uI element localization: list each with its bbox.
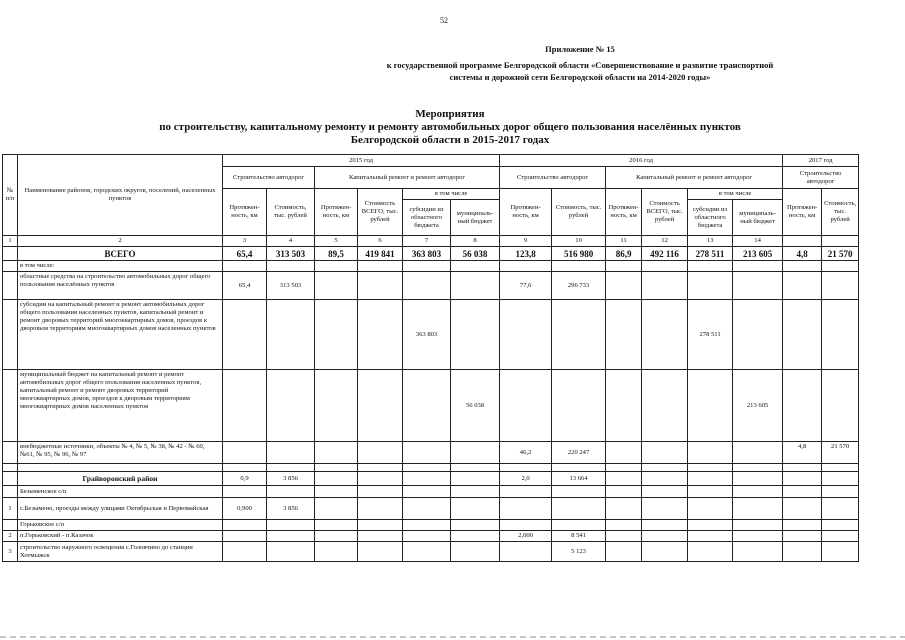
cell-value: 313 503 [267, 272, 315, 300]
total-value: 86,9 [606, 247, 642, 261]
row-label: п.Горьковский - п.Казачок [18, 531, 223, 542]
cell-value: 0,900 [223, 498, 267, 520]
col-number: 3 [223, 236, 267, 247]
table-row-empty [3, 464, 859, 472]
col-number: 13 [688, 236, 733, 247]
header-subsidy: субсидии из областного бюджета [688, 200, 733, 236]
total-label: ВСЕГО [18, 247, 223, 261]
total-value: 213 605 [733, 247, 783, 261]
cell-value: 5 123 [552, 542, 606, 562]
cell-value: 4,8 [783, 442, 822, 464]
row-number: 2 [3, 531, 18, 542]
settlement-label: Горьковское с/п [18, 520, 223, 531]
table-row-settlement [3, 520, 859, 531]
header-2016: 2016 год [500, 155, 783, 167]
header-subsidy: субсидии из областного бюджета [403, 200, 451, 236]
table-row-extra [3, 442, 859, 464]
doc-subtitle-region: Белгородской области в 2015-2017 годах [350, 134, 550, 146]
cell-value: 0,9 [223, 472, 267, 486]
doc-subtitle: по строительству, капитальному ремонту и ремонту автомобильных дорог общего пользования населённых пунктов [159, 121, 741, 133]
table-row-incl [3, 261, 859, 272]
row-label: с.Безымено, проезды между улицами Октябрьская и Первомайская [18, 498, 223, 520]
page-number: 52 [440, 16, 448, 25]
header-length: Протяжен-ность, км [223, 189, 267, 236]
cell-value: 278 511 [688, 300, 733, 370]
cell-value: 296 733 [552, 272, 606, 300]
row-number: 1 [3, 498, 18, 520]
cell-value: 2,0 [500, 472, 552, 486]
header-capital-2016: Капитальный ремонт и ремонт автодорог [606, 167, 783, 189]
total-value: 123,8 [500, 247, 552, 261]
appendix-number: Приложение № 15 [545, 44, 615, 54]
row-label: в том числе: [18, 261, 223, 272]
total-value: 4,8 [783, 247, 822, 261]
page-edge-artifact [0, 636, 905, 638]
row-label: внебюджетные источники, объекты № 4, № 5, № 38, № 42 - № 60, №61, № 95, № 96, № 97 [18, 442, 223, 464]
total-value: 363 803 [403, 247, 451, 261]
header-2017: 2017 год [783, 155, 859, 167]
cell-value: 220 247 [552, 442, 606, 464]
col-number [783, 236, 822, 247]
col-number: 5 [315, 236, 358, 247]
header-municipal: муниципаль-ный бюджет [733, 200, 783, 236]
col-number [822, 236, 859, 247]
total-value: 313 503 [267, 247, 315, 261]
header-length: Протяжен-ность, км [783, 189, 822, 236]
cell-value: 46,2 [500, 442, 552, 464]
table-row-district [3, 472, 859, 486]
header-incl: в том числе [403, 189, 500, 200]
table-row-item [3, 542, 859, 562]
col-number: 8 [451, 236, 500, 247]
header-cost-total: Стоимость ВСЕГО, тыс. рублей [642, 189, 688, 236]
header-length: Протяжен-ность, км [315, 189, 358, 236]
cell-value: 8 541 [552, 531, 606, 542]
header-construction-2016: Строительство автодорог [500, 167, 606, 189]
total-value: 516 980 [552, 247, 606, 261]
header-cost: Стоимость, тыс. рублей [822, 189, 859, 236]
cell-value: 56 038 [451, 370, 500, 442]
col-number: 10 [552, 236, 606, 247]
table-row-item [3, 531, 859, 542]
cell-value: 21 570 [822, 442, 859, 464]
table-row-settlement [3, 486, 859, 498]
cell-value: 13 664 [552, 472, 606, 486]
row-number: 3 [3, 542, 18, 562]
total-value: 21 570 [822, 247, 859, 261]
cell-value: 3 856 [267, 472, 315, 486]
col-number: 11 [606, 236, 642, 247]
cell-value: 363 803 [403, 300, 451, 370]
row-label: строительство наружного освещения с.Головчино до станции Хотмыжск [18, 542, 223, 562]
header-name: Наименование районов, городских округов, поселений, населенных пунктов [18, 155, 223, 236]
header-num: № п/п [3, 155, 18, 236]
header-cost: Стоимость, тыс. рублей [552, 189, 606, 236]
total-value: 278 511 [688, 247, 733, 261]
appendix-text: к государственной программе Белгородской области «Совершенствование и развитие транспортной системы и дорожной сети Белгородской области на 2014-2020 годы» [386, 60, 774, 82]
header-capital-2015: Капитальный ремонт и ремонт автодорог [315, 167, 500, 189]
col-number: 9 [500, 236, 552, 247]
row-label: муниципальный бюджет на капитальный ремонт и ремонт автомобильных дорог общего пользования населенных пунктов, капитальный ремонт и ремонт дворовых территорий многоквартирных домов, проездов к дворовым территориям многоквартирных домов населенных пунктов [18, 370, 223, 442]
header-municipal: муниципаль-ный бюджет [451, 200, 500, 236]
table-row-item [3, 498, 859, 520]
cell-value: 77,6 [500, 272, 552, 300]
table-row-municipal [3, 370, 859, 442]
col-number: 7 [403, 236, 451, 247]
cell-value: 213 605 [733, 370, 783, 442]
header-length: Протяжен-ность, км [500, 189, 552, 236]
total-value: 492 116 [642, 247, 688, 261]
header-cost: Стоимость, тыс. рублей [267, 189, 315, 236]
table-row-regional [3, 272, 859, 300]
table-row-total [3, 247, 859, 261]
total-value: 419 841 [358, 247, 403, 261]
header-cost-total: Стоимость ВСЕГО, тыс. рублей [358, 189, 403, 236]
district-label: Грайворонский район [18, 472, 223, 486]
cell-value: 3 856 [267, 498, 315, 520]
settlement-label: Безыменское с/п [18, 486, 223, 498]
header-construction-2015: Строительство автодорог [223, 167, 315, 189]
cell-value: 65,4 [223, 272, 267, 300]
header-construction-2017: Строительство автодорог [783, 167, 859, 189]
row-label: областные средства на строительство автомобильных дорог общего пользования населённых пунктов [18, 272, 223, 300]
measures-table [2, 154, 859, 562]
col-number: 6 [358, 236, 403, 247]
header-2015: 2015 год [223, 155, 500, 167]
col-number: 12 [642, 236, 688, 247]
col-number: 1 [3, 236, 18, 247]
col-number: 14 [733, 236, 783, 247]
header-incl: в том числе [688, 189, 783, 200]
cell-value: 2,000 [500, 531, 552, 542]
total-value: 89,5 [315, 247, 358, 261]
table-row-subsidy [3, 300, 859, 370]
doc-title: Мероприятия [415, 108, 485, 120]
row-label: субсидии на капитальный ремонт и ремонт автомобильных дорог общего пользования населенных пунктов, капитальный ремонт и ремонт дворовых территорий многоквартирных домов, проездов к дворовым территориям многоквартирных домов населенных пунктов [18, 300, 223, 370]
header-length: Протяжен-ность, км [606, 189, 642, 236]
col-number: 4 [267, 236, 315, 247]
col-number: 2 [18, 236, 223, 247]
total-value: 56 038 [451, 247, 500, 261]
total-value: 65,4 [223, 247, 267, 261]
